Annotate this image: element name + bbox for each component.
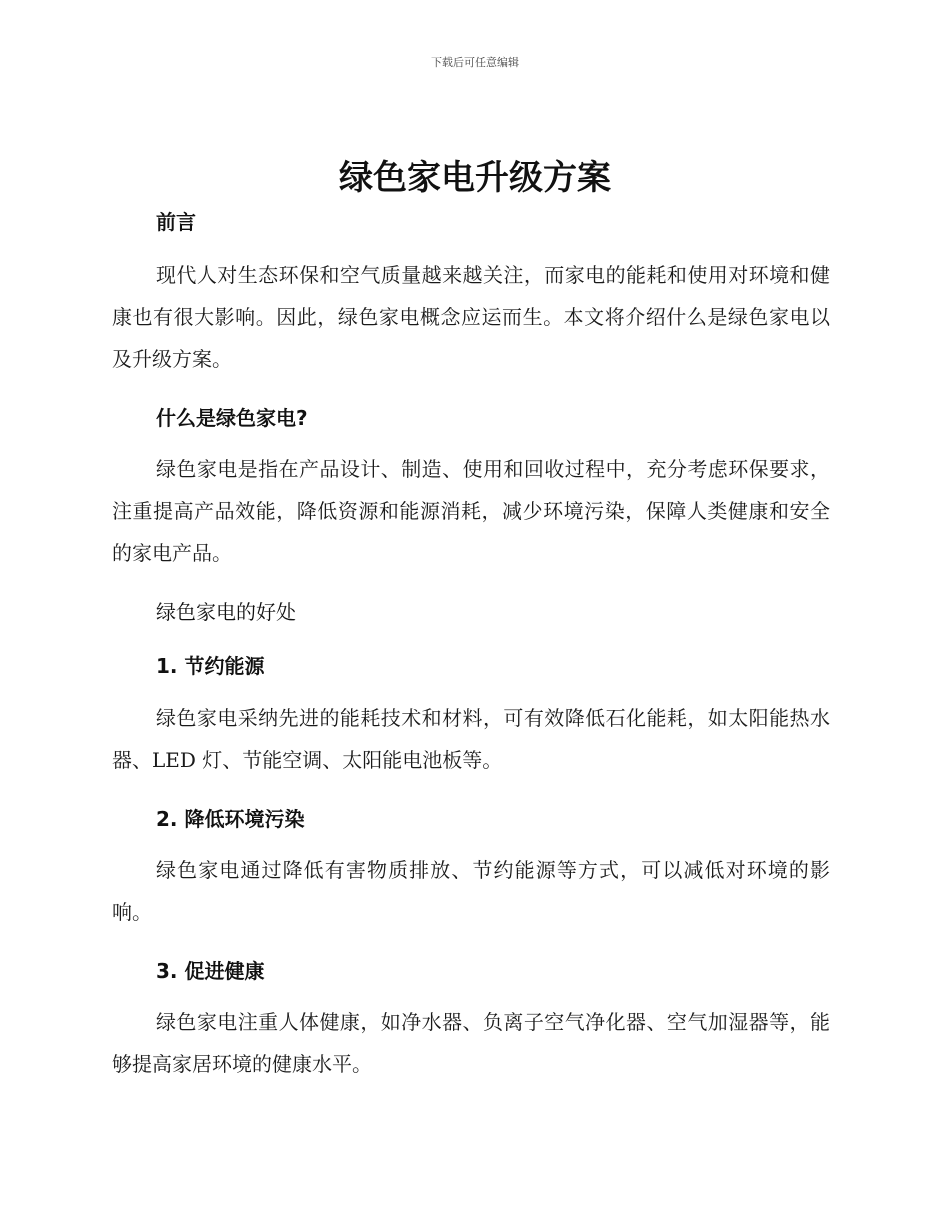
section-heading-preface: 前言 xyxy=(156,210,196,234)
section-paragraph-what-is-green-appliance: 绿色家电是指在产品设计、制造、使用和回收过程中，充分考虑环保要求，注重提高产品效能，降低资源和能源消耗，减少环境污染，保障人类健康和安全的家电产品。 xyxy=(112,457,830,565)
section-heading-what-is-green-appliance: 什么是绿色家电? xyxy=(156,406,308,430)
page-header-note: 下载后可任意编辑 xyxy=(431,56,519,69)
section-paragraph-save-energy: 绿色家电采纳先进的能耗技术和材料，可有效降低石化能耗，如太阳能热水器、LED 灯、节能空调、太阳能电池板等。 xyxy=(112,706,830,772)
section-heading-promote-health: 3. 促进健康 xyxy=(156,959,265,983)
section-paragraph-reduce-pollution: 绿色家电通过降低有害物质排放、节约能源等方式，可以减低对环境的影响。 xyxy=(112,858,830,924)
section-heading-save-energy: 1. 节约能源 xyxy=(156,654,265,678)
section-paragraph-preface: 现代人对生态环保和空气质量越来越关注，而家电的能耗和使用对环境和健康也有很大影响。因此，绿色家电概念应运而生。本文将介绍什么是绿色家电以及升级方案。 xyxy=(112,263,830,371)
section-paragraph-promote-health: 绿色家电注重人体健康，如净水器、负离子空气净化器、空气加湿器等，能够提高家居环境的健康水平。 xyxy=(112,1010,830,1076)
section-heading-reduce-pollution: 2. 降低环境污染 xyxy=(156,807,305,831)
document-title: 绿色家电升级方案 xyxy=(339,158,611,198)
section-heading-benefits: 绿色家电的好处 xyxy=(156,600,296,624)
